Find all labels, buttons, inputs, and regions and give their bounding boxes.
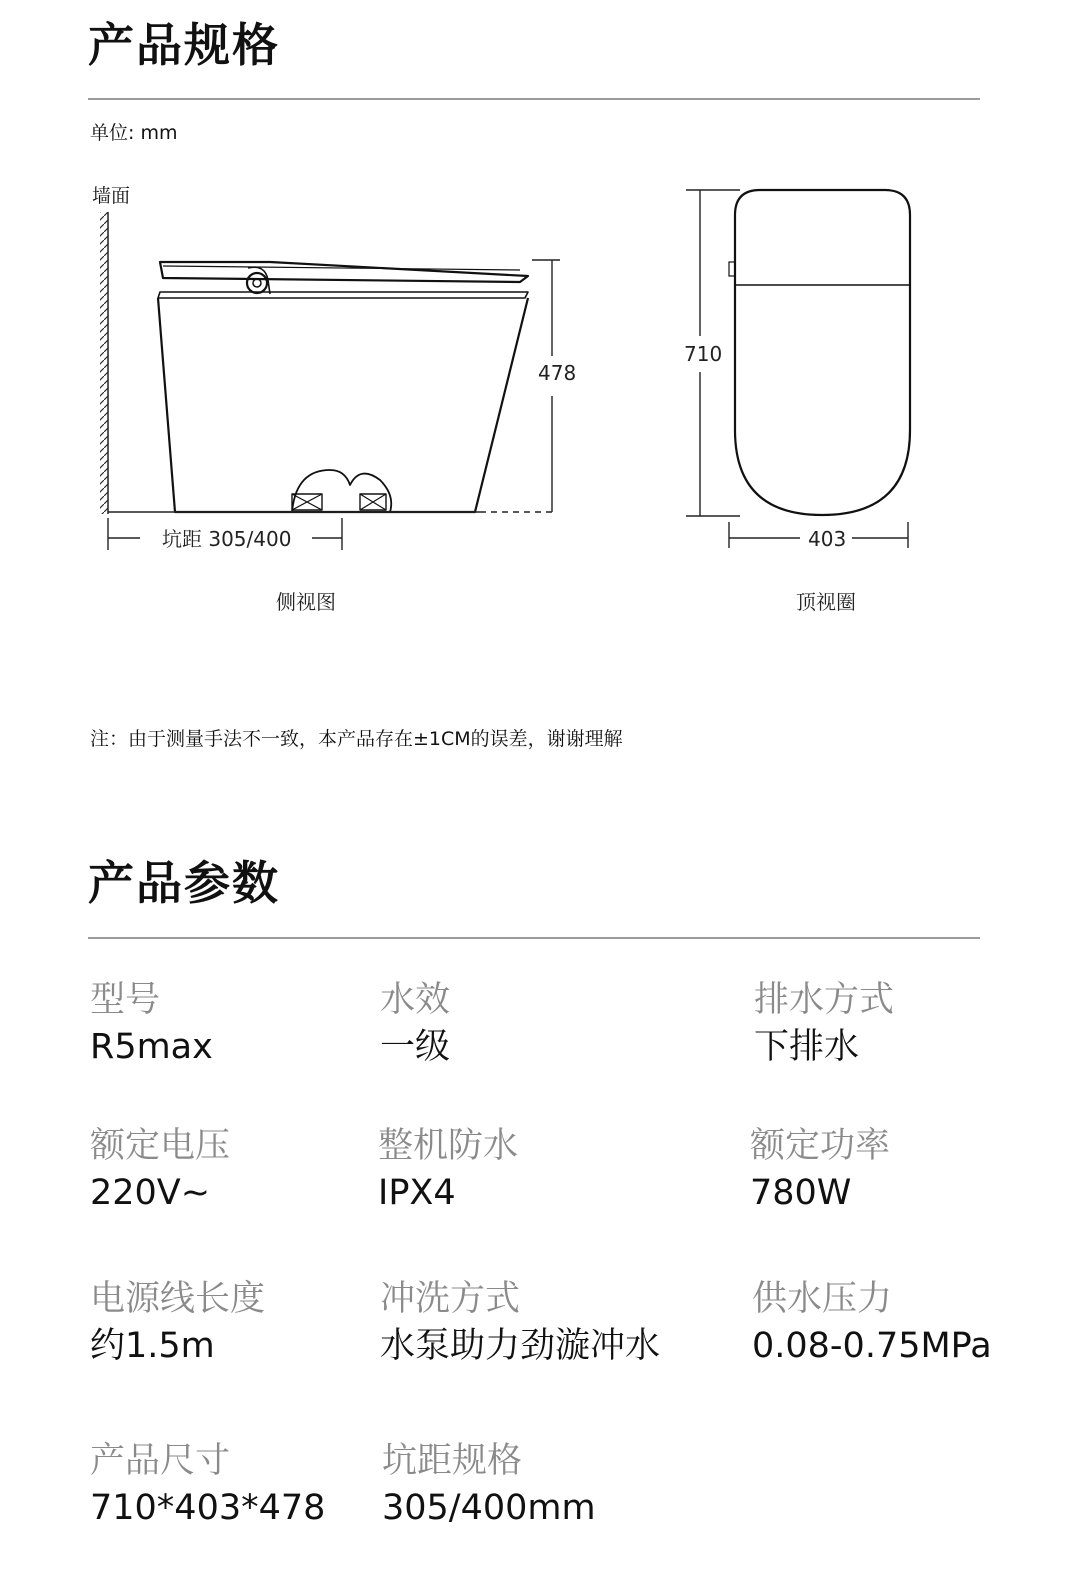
side-view-caption: 侧视图 [276,590,336,614]
param-label: 冲洗方式 [380,1279,521,1319]
wall-label: 墙面 [92,185,131,207]
top-view-caption: 顶视圈 [796,590,856,614]
length-dimension-label: 710 [684,342,723,366]
param-label: 排水方式 [754,980,895,1020]
param-rated-power [750,1126,891,1213]
unit-label: 单位: mm [90,122,178,144]
param-label: 电源线长度 [90,1279,266,1319]
wall-hatching [100,212,108,514]
param-label: 供水压力 [752,1279,893,1319]
top-view-toilet [729,190,910,515]
param-value: 305/400mm [382,1488,596,1528]
side-dimension-lines [108,260,560,550]
param-value: 780W [750,1173,852,1213]
param-dimensions [90,1441,326,1528]
param-label: 水效 [380,980,451,1020]
param-waterproof [378,1126,519,1213]
param-drain-type [754,980,895,1067]
param-value: 下排水 [754,1027,860,1067]
param-model [90,980,213,1067]
param-value: 0.08-0.75MPa [752,1326,992,1366]
param-label: 坑距规格 [382,1441,523,1481]
param-divider [88,937,980,939]
param-label: 额定电压 [90,1126,231,1166]
side-view-toilet [158,262,528,512]
param-label: 额定功率 [750,1126,891,1166]
height-dimension-label: 478 [538,361,577,385]
param-flush-method [380,1279,661,1366]
param-label: 型号 [90,980,161,1020]
param-value: IPX4 [378,1173,456,1213]
param-water-efficiency [380,980,451,1067]
param-pitch-spec [382,1441,596,1528]
param-rated-voltage [90,1126,231,1213]
param-value: 220V~ [90,1173,211,1213]
param-label: 整机防水 [378,1126,519,1166]
param-value: 约1.5m [90,1326,215,1366]
param-label: 产品尺寸 [90,1441,231,1481]
param-section-title: 产品参数 [88,856,280,910]
measurement-note: 注：由于测量手法不一致，本产品存在±1CM的误差，谢谢理解 [90,728,623,750]
param-water-pressure [752,1279,992,1366]
spec-section-title: 产品规格 [88,18,280,72]
param-cord-length [90,1279,266,1366]
pitch-dimension-label: 坑距 305/400 [162,527,292,551]
param-value: 一级 [380,1027,451,1067]
param-value: 水泵助力劲漩冲水 [380,1326,661,1366]
width-dimension-label: 403 [808,527,847,551]
top-dimension-lines [686,190,908,551]
param-value: R5max [90,1027,213,1067]
param-value: 710*403*478 [90,1488,326,1528]
